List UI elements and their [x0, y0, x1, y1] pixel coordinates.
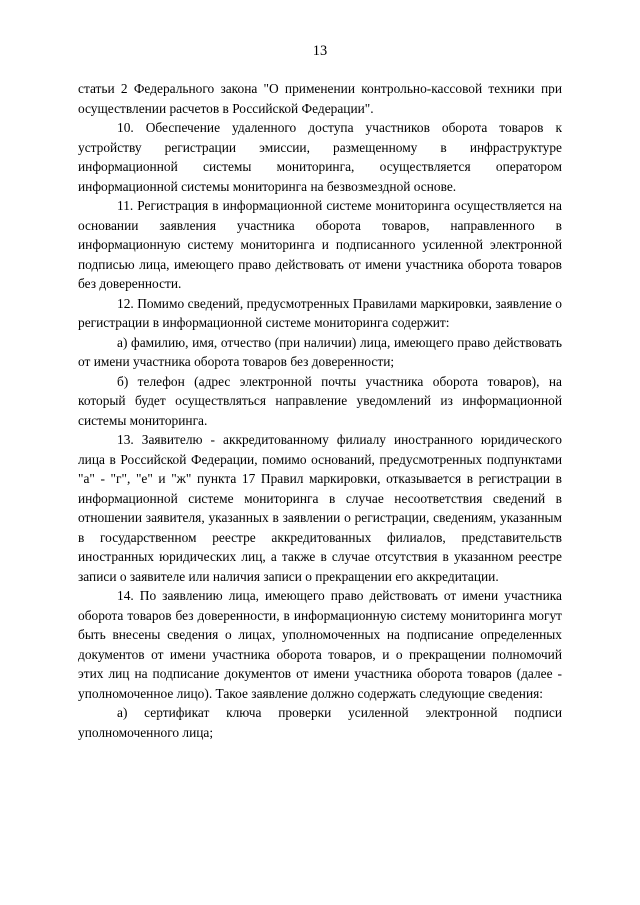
document-body — [78, 79, 562, 742]
paragraph-14-a: а) сертификат ключа проверки усиленной электронной подписи уполномоченного лица; — [78, 705, 562, 740]
paragraph-10: 10. Обеспечение удаленного доступа участников оборота товаров к устройству регистрации эмиссии, размещенному в инфраструктуре информационной системы мониторинга, осуществляется оператором информационной системы мониторинга на безвозмездной основе. — [78, 120, 562, 194]
paragraph-12-b: б) телефон (адрес электронной почты участника оборота товаров), на который будет осуществляться направление уведомлений из информационной системы мониторинга. — [78, 373, 562, 428]
paragraph-continuation: статьи 2 Федерального закона "О применении контрольно-кассовой техники при осуществлении расчетов в Российской Федерации". — [78, 81, 562, 116]
paragraph-12-a: а) фамилию, имя, отчество (при наличии) лица, имеющего право действовать от имени участника оборота товаров без доверенности; — [78, 334, 562, 369]
paragraph-12: 12. Помимо сведений, предусмотренных Правилами маркировки, заявление о регистрации в информационной системе мониторинга содержит: — [78, 295, 562, 330]
paragraph-14: 14. По заявлению лица, имеющего право действовать от имени участника оборота товаров без доверенности, в информационную систему мониторинга могут быть внесены сведения о лицах, уполномоченных на подписание определенных документов от имени участника оборота товаров, и о прекращении полномочий этих лиц на подписание документов от имени участника оборота товаров (далее - уполномоченное лицо). Такое заявление должно содержать следующие сведения: — [78, 588, 562, 701]
page-number: 13 — [312, 43, 328, 59]
paragraph-13: 13. Заявителю - аккредитованному филиалу иностранного юридического лица в Российской Федерации, помимо оснований, предусмотренных подпунктами "а" - "г", "е" и "ж" пункта 17 Правил маркировки, отказывается в регистрации в информационной системе мониторинга в случае несоответствия сведений в отношении заявителя, указанных в заявлении о регистрации, сведениям, указанным в государственном реестре аккредитованных филиалов, представительств иностранных юридических лиц, а также в случае отсутствия в указанном реестре записи о заявителе или наличия записи о прекращении его аккредитации. — [78, 432, 562, 584]
paragraph-11: 11. Регистрация в информационной системе мониторинга осуществляется на основании заявления участника оборота товаров, направленного в информационную систему мониторинга и подписанного усиленной электронной подписью лица, имеющего право действовать от имени участника оборота товаров без доверенности. — [78, 198, 562, 291]
